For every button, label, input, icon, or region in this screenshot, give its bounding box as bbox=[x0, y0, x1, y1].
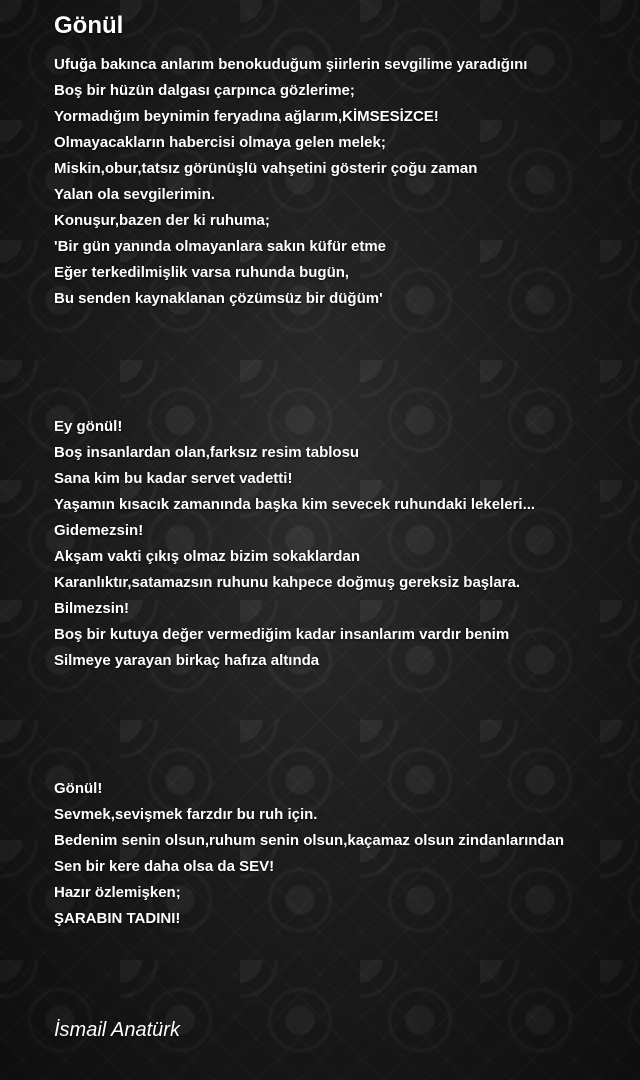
poem-line: ŞARABIN TADINI! bbox=[54, 910, 181, 927]
poem-line: Hazır özlemişken; bbox=[54, 884, 181, 901]
poem-title: Gönül bbox=[54, 12, 124, 39]
poem-line: Silmeye yarayan birkaç hafıza altında bbox=[54, 652, 320, 669]
poem-line: Ufuğa bakınca anlarım benokuduğum şiirlerin sevgilime yaradığını bbox=[54, 56, 528, 73]
poem-line: Boş bir hüzün dalgası çarpınca gözlerime; bbox=[54, 82, 355, 99]
poem-line: Sen bir kere daha olsa da SEV! bbox=[54, 858, 275, 875]
poem-line: Yalan ola sevgilerimin. bbox=[54, 186, 215, 203]
poem-line: Sana kim bu kadar servet vadetti! bbox=[54, 470, 293, 487]
poem-line: Bu senden kaynaklanan çözümsüz bir düğüm' bbox=[54, 290, 383, 307]
poem-author: İsmail Anatürk bbox=[54, 1019, 180, 1041]
poem-line: 'Bir gün yanında olmayanlara sakın küfür etme bbox=[54, 238, 386, 255]
poem-line: Akşam vakti çıkış olmaz bizim sokaklardan bbox=[54, 548, 360, 565]
poem-line: Karanlıktır,satamazsın ruhunu kahpece doğmuş gereksiz başlara. bbox=[54, 574, 521, 591]
poem-line: Boş bir kutuya değer vermediğim kadar insanlarım vardır benim bbox=[54, 626, 510, 643]
poem-line: Sevmek,sevişmek farzdır bu ruh için. bbox=[54, 806, 318, 823]
poem-line: Konuşur,bazen der ki ruhuma; bbox=[54, 212, 270, 229]
poem-line: Gidemezsin! bbox=[54, 522, 144, 539]
poem-line: Boş insanlardan olan,farksız resim tablosu bbox=[54, 444, 360, 461]
poem-line: Yaşamın kısacık zamanında başka kim sevecek ruhundaki lekeleri... bbox=[54, 496, 536, 513]
poem-line: Olmayacakların habercisi olmaya gelen melek; bbox=[54, 134, 386, 151]
poem-line: Gönül! bbox=[54, 780, 103, 797]
stanza-3 bbox=[54, 776, 564, 932]
poem-line: Miskin,obur,tatsız görünüşlü vahşetini gösterir çoğu zaman bbox=[54, 160, 478, 177]
poem-line: Yormadığım beynimin feryadına ağlarım,KİMSESİZCE! bbox=[54, 108, 439, 125]
stanza-1 bbox=[54, 52, 527, 312]
poem-line: Bilmezsin! bbox=[54, 600, 130, 617]
stanza-2 bbox=[54, 414, 535, 674]
poem-line: Ey gönül! bbox=[54, 418, 123, 435]
poem-line: Eğer terkedilmişlik varsa ruhunda bugün, bbox=[54, 264, 350, 281]
poem-line: Bedenim senin olsun,ruhum senin olsun,kaçamaz olsun zindanlarından bbox=[54, 832, 565, 849]
